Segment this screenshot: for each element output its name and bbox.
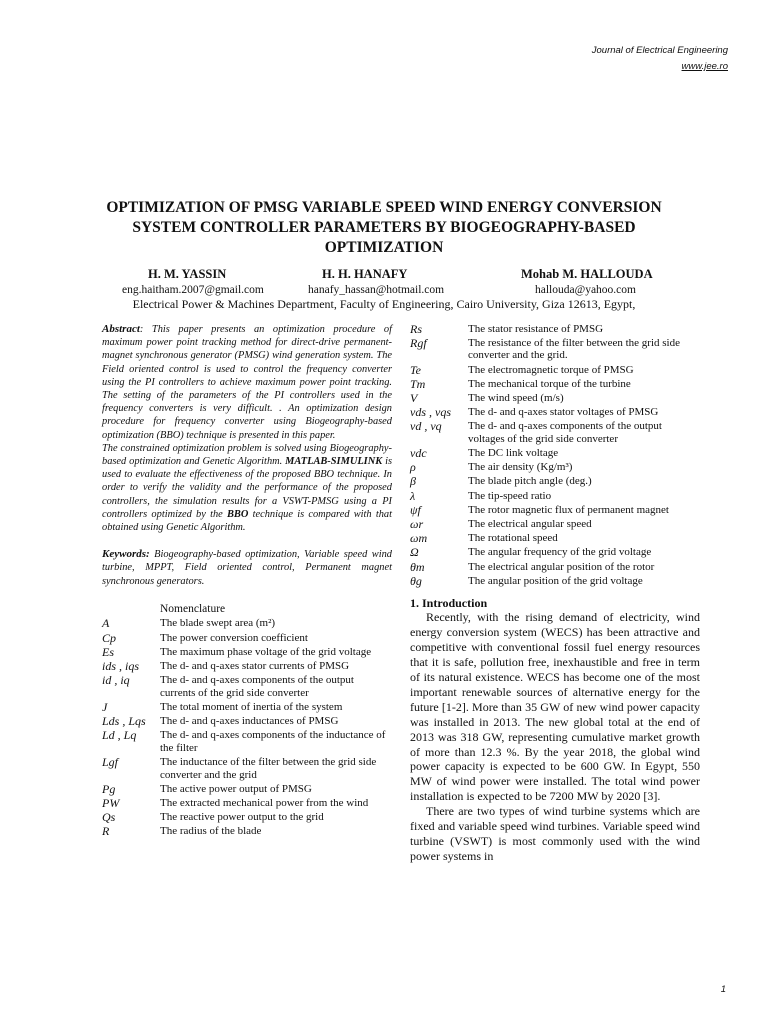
nomenclature-description: The d- and q-axes stator currents of PMSG xyxy=(160,660,350,673)
nomenclature-description: The mechanical torque of the turbine xyxy=(468,377,631,390)
author-email-1[interactable]: eng.haitham.2007@gmail.com xyxy=(122,284,264,296)
nomenclature-row xyxy=(102,674,392,699)
abstract-label: Abstract xyxy=(102,323,140,335)
nomenclature-description: The tip-speed ratio xyxy=(468,489,552,502)
nomenclature-symbol: Ld , Lq xyxy=(102,728,137,743)
nomenclature-description: The d- and q-axes components of the inductance of the filter xyxy=(160,729,386,754)
nomenclature-row xyxy=(410,561,700,574)
author-name-2: H. H. HANAFY xyxy=(322,267,408,281)
nomenclature-row xyxy=(410,490,700,503)
nomenclature-row xyxy=(410,518,700,531)
abstract xyxy=(102,323,392,534)
nomenclature-row xyxy=(102,646,392,659)
journal-url[interactable]: www.jee.ro xyxy=(681,61,728,72)
left-column xyxy=(102,323,392,838)
nomenclature-description: The d- and q-axes components of the output voltages of the grid side converter xyxy=(468,420,662,445)
nomenclature-heading: Nomenclature xyxy=(160,602,226,615)
keywords xyxy=(102,548,392,588)
nomenclature-symbol: Tm xyxy=(410,376,426,391)
nomenclature-symbol: Es xyxy=(102,644,114,659)
intro-paragraph-1: Recently, with the rising demand of electricity, wind energy conversion system (WECS) has been attractive and competitive with conventional fossil fuel energy resources that it is safe, pollution free, inexhaustible and free in term of its natural existence. WECS has become one of the most important renewable sources of alternative energy for the future [1-2]. More than 35 GW of new wind power capacity was installed in 2013. The new global total at the end of 2013 was 318 GW, representing cumulative market growth of more than 12.3 %. By the year 2018, the global wind power capacity is expected to be 600 GW. In Egypt, 550 MW of wind power were installed. The total wind power installation is expected to be 7200 MW by 2020 [3]. xyxy=(410,610,700,804)
author-name-3: Mohab M. HALLOUDA xyxy=(521,267,653,281)
nomenclature-symbol: ψf xyxy=(410,502,421,517)
nomenclature-row xyxy=(102,811,392,824)
nomenclature-description: The blade pitch angle (deg.) xyxy=(468,475,592,488)
page-number: 1 xyxy=(720,984,726,995)
nomenclature-symbol: vds , vqs xyxy=(410,405,451,420)
nomenclature-description: The DC link voltage xyxy=(468,447,559,460)
abstract-text-2b: MATLAB-SIMULINK xyxy=(285,456,383,468)
nomenclature-row xyxy=(410,323,700,336)
nomenclature-description: The d- and q-axes stator voltages of PMSG xyxy=(468,406,659,419)
author-email-2[interactable]: hanafy_hassan@hotmail.com xyxy=(308,284,445,296)
abstract-text-2a: The constrained optimization problem is solved using Biogeography-based optimization and Genetic Algorithm. xyxy=(102,442,392,468)
nomenclature-description: The d- and q-axes components of the output currents of the grid side converter xyxy=(160,674,354,699)
nomenclature-row xyxy=(410,461,700,474)
nomenclature-description: The stator resistance of PMSG xyxy=(468,322,604,335)
journal-name: Journal of Electrical Engineering xyxy=(591,45,728,56)
nomenclature-row xyxy=(410,575,700,588)
nomenclature-symbol: vd , vq xyxy=(410,419,442,434)
nomenclature-row xyxy=(410,406,700,419)
nomenclature-symbol: θm xyxy=(410,559,425,574)
nomenclature-row xyxy=(102,715,392,728)
keywords-text: Biogeography-based optimization, Variable speed wind turbine, MPPT, Field oriented control, Permanent magnet synchronous generators. xyxy=(102,549,392,587)
nomenclature-row xyxy=(410,364,700,377)
nomenclature-description: The blade swept area (m²) xyxy=(160,617,276,630)
nomenclature-row xyxy=(410,532,700,545)
affiliation: Electrical Power & Machines Department, Faculty of Engineering, Cairo University, Giza 12613, Egypt, xyxy=(132,297,636,311)
nomenclature-symbol: ρ xyxy=(410,460,416,475)
nomenclature-description: The resistance of the filter between the grid side converter and the grid. xyxy=(468,336,680,362)
abstract-text-2e: technique is compared with that obtained using Genetic Algorithm. xyxy=(102,508,393,534)
abstract-text-2c: is used to evaluate the effectiveness of the proposed BBO technique. In order to verify the validity and the performance of the proposed controllers, the simulation results for a VSWT-PMSG using a PI controllers optimized by the xyxy=(102,456,393,520)
nomenclature-symbol: ωr xyxy=(410,517,424,532)
nomenclature-symbol: id , iq xyxy=(102,673,130,688)
nomenclature-symbol: A xyxy=(102,616,110,631)
abstract-text-1: : This paper presents an optimization procedure of maximum power point tracking method for direct-drive permanent-magnet synchronous generator (PMSG) wind generation system. The Field oriented control is used to control the frequency converter using the PI controllers to achieve maximum power point tracking. The setting of the parameters of the PI controllers used in the frequency converters is very difficult. . An optimization design procedure for frequency converter using Biogeography-based optimization (BBO) technique is presented in this paper. xyxy=(102,324,392,441)
keywords-label: Keywords: xyxy=(102,548,150,561)
journal-header xyxy=(592,43,728,75)
nomenclature-symbol: Lds , Lqs xyxy=(102,714,146,729)
author-name-1: H. M. YASSIN xyxy=(148,267,227,281)
nomenclature-symbol: λ xyxy=(410,488,416,503)
nomenclature-symbol: β xyxy=(410,474,416,489)
nomenclature-symbol: θg xyxy=(410,573,422,588)
nomenclature-row xyxy=(102,632,392,645)
nomenclature-row xyxy=(410,378,700,391)
nomenclature-row xyxy=(410,447,700,460)
nomenclature-symbol: Qs xyxy=(102,810,116,825)
nomenclature-description: The extracted mechanical power from the wind xyxy=(160,797,369,810)
right-column xyxy=(410,321,700,864)
nomenclature-symbol: Cp xyxy=(102,630,117,645)
nomenclature-symbol: R xyxy=(102,824,110,839)
nomenclature-symbol: Rs xyxy=(410,321,422,336)
nomenclature-symbol: V xyxy=(410,390,418,405)
nomenclature-row xyxy=(410,475,700,488)
nomenclature-list-right xyxy=(410,323,700,588)
nomenclature-symbol: Rgf xyxy=(410,335,427,350)
nomenclature-description: The electrical angular position of the rotor xyxy=(468,560,655,573)
nomenclature-row xyxy=(102,797,392,810)
nomenclature-row xyxy=(410,504,700,517)
nomenclature-symbol: PW xyxy=(102,796,120,811)
author-email-3[interactable]: hallouda@yahoo.com xyxy=(535,284,636,296)
nomenclature-row xyxy=(102,783,392,796)
nomenclature-symbol: Lgf xyxy=(102,755,119,770)
nomenclature-description: The active power output of PMSG xyxy=(160,782,312,795)
nomenclature-description: The electrical angular speed xyxy=(468,518,592,531)
nomenclature-description: The inductance of the filter between the grid side converter and the grid xyxy=(160,756,377,781)
nomenclature-description: The angular position of the grid voltage xyxy=(468,574,643,587)
nomenclature-description: The angular frequency of the grid voltage xyxy=(468,546,652,559)
nomenclature-description: The d- and q-axes inductances of PMSG xyxy=(160,715,339,728)
nomenclature-row xyxy=(102,825,392,838)
nomenclature-description: The power conversion coefficient xyxy=(160,631,308,644)
nomenclature-symbol: ids , iqs xyxy=(102,659,140,674)
nomenclature-symbol: J xyxy=(102,699,108,714)
nomenclature-description: The rotational speed xyxy=(468,532,558,545)
nomenclature-symbol: Pg xyxy=(102,781,116,796)
nomenclature-description: The wind speed (m/s) xyxy=(468,391,564,404)
nomenclature-description: The radius of the blade xyxy=(160,825,262,838)
nomenclature-symbol: vdc xyxy=(410,446,427,461)
nomenclature-description: The electromagnetic torque of PMSG xyxy=(468,363,634,376)
nomenclature-row xyxy=(102,756,392,781)
nomenclature-symbol: Te xyxy=(410,362,421,377)
nomenclature-row xyxy=(410,420,700,445)
intro-paragraph-2: There are two types of wind turbine systems which are fixed and variable speed wind turbines. Variable speed wind turbine (VSWT) is most commonly used with the wind power systems in xyxy=(410,804,700,863)
nomenclature-description: The total moment of inertia of the system xyxy=(160,700,343,713)
nomenclature-description: The rotor magnetic flux of permanent magnet xyxy=(468,503,669,516)
abstract-text-2d: BBO xyxy=(227,508,249,520)
nomenclature-symbol: ωm xyxy=(410,531,428,546)
nomenclature-description: The reactive power output to the grid xyxy=(160,811,324,824)
nomenclature-row xyxy=(410,337,700,362)
nomenclature-description: The air density (Kg/m³) xyxy=(468,461,573,474)
nomenclature-row xyxy=(102,701,392,714)
nomenclature-description: The maximum phase voltage of the grid voltage xyxy=(160,645,372,658)
nomenclature-symbol: Ω xyxy=(410,545,419,560)
paper-title: OPTIMIZATION OF PMSG VARIABLE SPEED WIND ENERGY CONVERSION SYSTEM CONTROLLER PARAMETERS BY BIOGEOGRAPHY-BASED OPTIMIZATION xyxy=(106,199,662,256)
nomenclature-row xyxy=(410,546,700,559)
nomenclature-row xyxy=(102,617,392,630)
nomenclature-row xyxy=(410,392,700,405)
section-heading-introduction: 1. Introduction xyxy=(410,596,488,611)
nomenclature-list-left xyxy=(102,617,392,838)
nomenclature-row xyxy=(102,660,392,673)
nomenclature-row xyxy=(102,729,392,754)
